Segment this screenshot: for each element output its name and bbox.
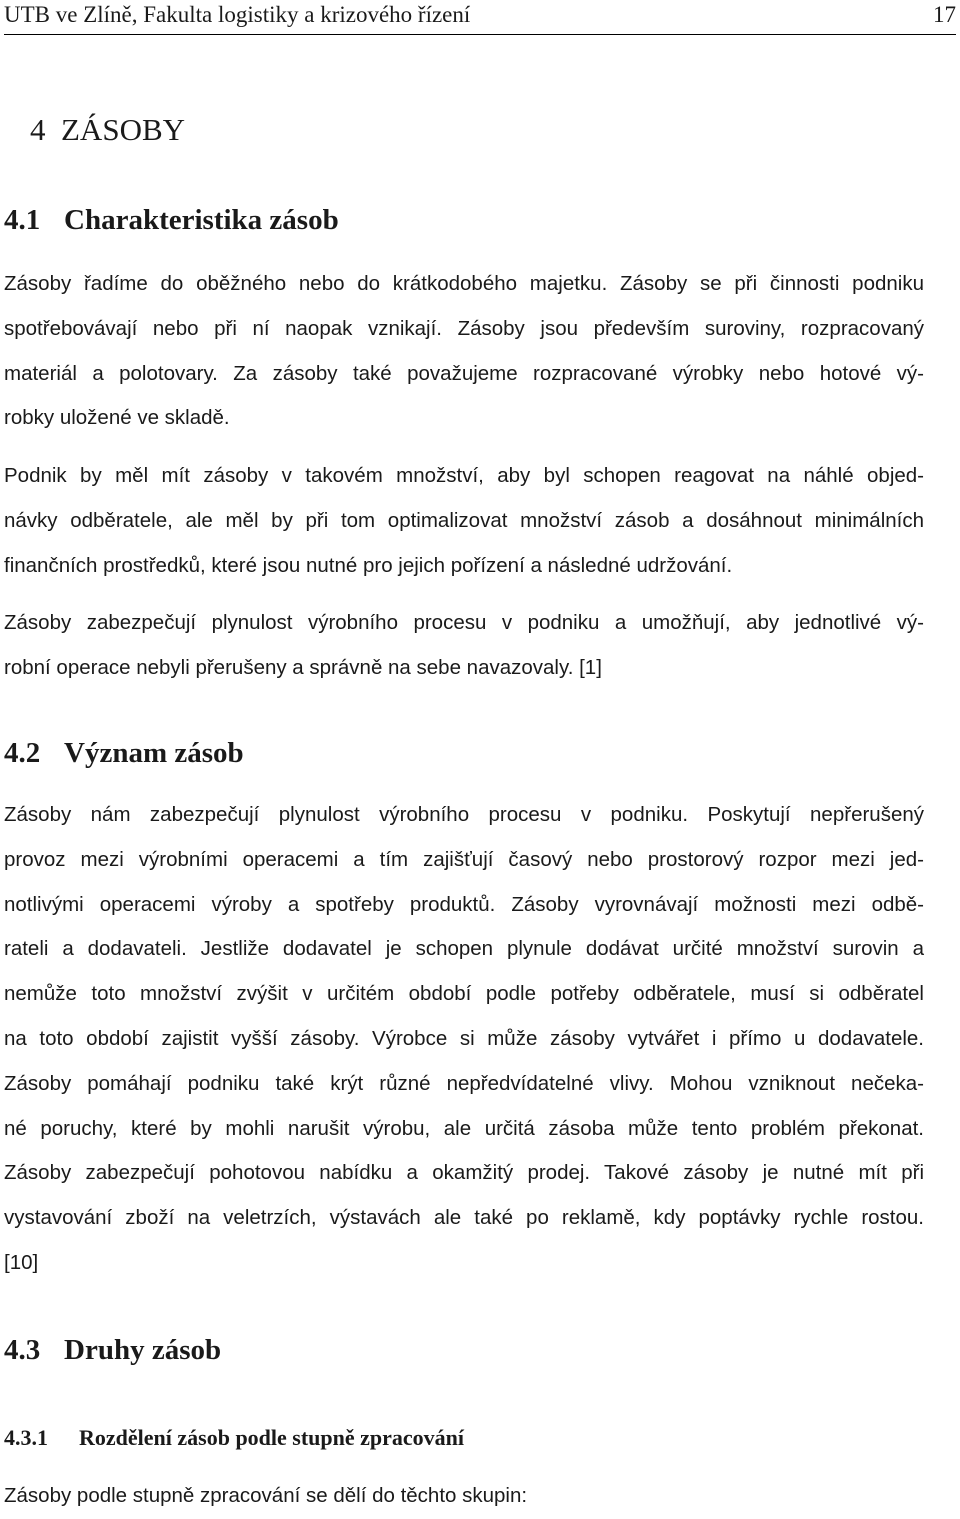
text-line: finančních prostředků, které jsou nutné pro jejich pořízení a následné udržování. xyxy=(4,553,733,577)
section-heading-4-2 xyxy=(4,735,244,771)
subsection-title: Rozdělení zásob podle stupně zpracování xyxy=(79,1425,465,1450)
text-line: rateli a dodavateli. Jestliže dodavatel je schopen plynule dodávat určité množství surovin a xyxy=(4,937,924,961)
paragraph-4-1-c xyxy=(4,601,924,691)
section-number: 4.3 xyxy=(4,1334,41,1366)
chapter-title: 4 ZÁSOBY xyxy=(30,112,186,147)
section-title: Význam zásob xyxy=(64,737,244,769)
text-line: Zásoby podle stupně zpracování se dělí do těchto skupin: xyxy=(4,1484,528,1507)
paragraph-4-2 xyxy=(4,793,924,1286)
header-title: UTB ve Zlíně, Fakulta logistiky a krizového řízení xyxy=(4,2,471,27)
paragraph-4-1-b xyxy=(4,454,924,588)
section-number: 4.1 xyxy=(4,204,41,236)
text-line: Zásoby řadíme do oběžného nebo do krátkodobého majetku. Zásoby se při činnosti podniku xyxy=(4,272,924,295)
text-line: provoz mezi výrobními operacemi a tím zajišťují časový nebo prostorový rozpor mezi jed- xyxy=(4,847,924,871)
page-number: 17 xyxy=(933,2,956,27)
text-line: [10] xyxy=(4,1250,39,1274)
section-title: Charakteristika zásob xyxy=(64,204,339,236)
text-line: Zásoby zabezpečují plynulost výrobního procesu v podniku a umožňují, aby jednotlivé vý- xyxy=(4,611,924,634)
page-header xyxy=(4,0,956,35)
text-line: Zásoby pomáhají podniku také krýt různé nepředvídatelné vlivy. Mohou vzniknout nečeka- xyxy=(4,1071,924,1095)
text-line: spotřebovávají nebo při ní naopak vznikají. Zásoby jsou především suroviny, rozpracovaný xyxy=(4,316,924,340)
text-line: Zásoby nám zabezpečují plynulost výrobního procesu v podniku. Poskytují nepřerušený xyxy=(4,803,924,826)
subsection-number: 4.3.1 xyxy=(4,1425,48,1450)
text-line: Podnik by měl mít zásoby v takovém množství, aby byl schopen reagovat na náhlé objed- xyxy=(4,464,924,487)
text-line: Zásoby zabezpečují pohotovou nabídku a okamžitý prodej. Takové zásoby je nutné mít při xyxy=(4,1161,924,1185)
text-line: vystavování zboží na veletrzích, výstavách ale také po reklamě, kdy poptávky rychle rostou. xyxy=(4,1206,924,1230)
section-heading-4-3 xyxy=(4,1332,221,1368)
text-line: nemůže toto množství zvýšit v určitém období podle potřeby odběratele, musí si odběratel xyxy=(4,982,924,1006)
text-line: notlivými operacemi výroby a spotřeby produktů. Zásoby vyrovnávají možnosti mezi odbě- xyxy=(4,892,924,916)
paragraph-4-3-1 xyxy=(4,1474,924,1519)
section-number: 4.2 xyxy=(4,737,41,769)
text-line: robky uložené ve skladě. xyxy=(4,406,230,430)
text-line: návky odběratele, ale měl by při tom optimalizovat množství zásob a dosáhnout minimálních xyxy=(4,508,924,532)
section-title: Druhy zásob xyxy=(64,1334,222,1366)
text-line: né poruchy, které by mohli narušit výrobu, ale určitá zásoba může tento problém překonat. xyxy=(4,1116,924,1140)
text-line: materiál a polotovary. Za zásoby také považujeme rozpracované výrobky nebo hotové vý- xyxy=(4,361,924,385)
text-line: na toto období zajistit vyšší zásoby. Výrobce si může zásoby vytvářet i přímo u dodavatele. xyxy=(4,1026,924,1050)
subsection-heading-4-3-1 xyxy=(4,1424,464,1452)
section-heading-4-1 xyxy=(4,202,339,238)
text-line: robní operace nebyli přerušeny a správně na sebe navazovaly. [1] xyxy=(4,655,602,679)
paragraph-4-1-a xyxy=(4,262,924,441)
